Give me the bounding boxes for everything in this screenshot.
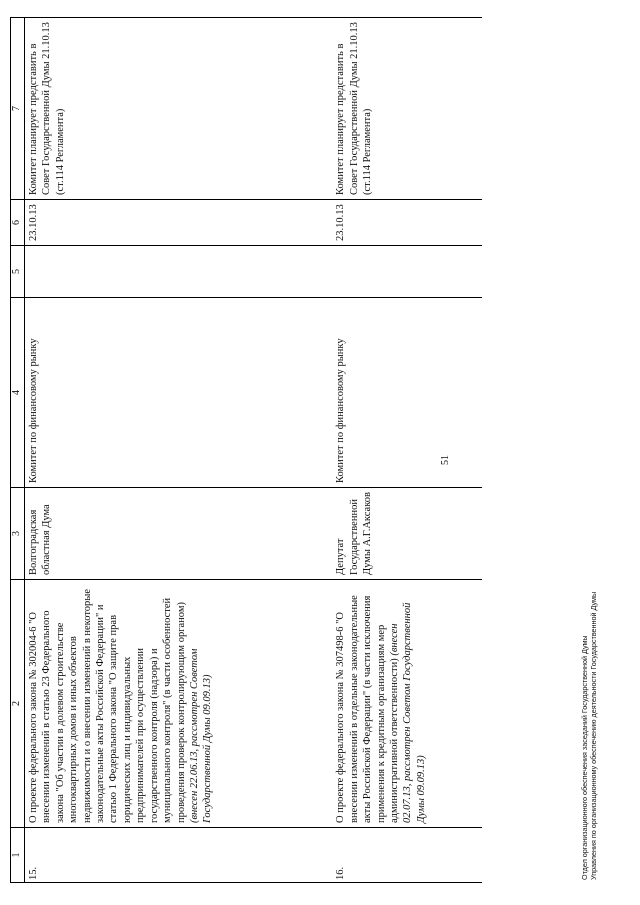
- column-number: 2: [11, 580, 25, 828]
- bills-table: [10, 17, 482, 883]
- bill-description: [24, 580, 332, 828]
- column-number: 6: [11, 200, 25, 246]
- date-cell: 23.10.13: [332, 200, 482, 246]
- bill-text: О проекте федерального закона № 307498-6 "О внесении изменений в отдельные законодательные акты Российской Федерации" (в части исключения применения к кредитным организациям мер административной ответственности): [335, 595, 401, 823]
- bill-description: [332, 580, 482, 828]
- column-number: 4: [11, 298, 25, 488]
- initiator: Волгоградская областная Дума: [24, 488, 332, 580]
- committee: Комитет по финансовому рынку: [332, 298, 482, 488]
- footer-line: Отдел организационного обеспечения заседаний Государственной Думы: [580, 635, 589, 880]
- committee: Комитет по финансовому рынку: [24, 298, 332, 488]
- column-number: 5: [11, 246, 25, 298]
- status-cell: Комитет планирует представить в Совет Государственной Думы 21.10.13 (ст.114 Регламента): [24, 18, 332, 200]
- bill-note: (внесен 02.07.13, рассмотрен Советом Государственной Думы 09.09.13): [389, 602, 427, 823]
- table-row: [332, 18, 482, 883]
- date-cell: 23.10.13: [24, 200, 332, 246]
- column-number: 7: [11, 18, 25, 200]
- initiator: Депутат Государственной Думы А.Г.Аксаков: [332, 488, 482, 580]
- col5-cell: [24, 246, 332, 298]
- col5-cell: [332, 246, 482, 298]
- footer-line: Управления по организационному обеспечению деятельности Государственной Думы: [589, 591, 599, 880]
- bill-text: О проекте федерального закона № 302004-6 "О внесении изменений в статью 23 Федерального закона "Об участии в долевом строительстве многоквартирных домов и иных объектов недвижимости и о внесении изменений в некоторые законодательные акты Российской Федерации" и статью 1 Федерального закона "О защите прав юридических лиц и индивидуальных предпринимателей при осуществлении государственного контроля (надзора) и муниципального контроля" (в части особенностей проведения проверок контролирующим органом): [27, 588, 187, 823]
- row-number: 16.: [332, 828, 482, 883]
- table-row: [24, 18, 332, 883]
- status-cell: Комитет планирует представить в Совет Государственной Думы 21.10.13 (ст.114 Регламента): [332, 18, 482, 200]
- bill-note: (внесен 22.06.13, рассмотрен Советом Государственной Думы 09.09.13): [189, 648, 214, 823]
- footer: [580, 592, 599, 880]
- column-number: 3: [11, 488, 25, 580]
- row-number: 15.: [24, 828, 332, 883]
- page-number: 51: [440, 455, 451, 465]
- column-number-row: [11, 18, 25, 883]
- column-number: 1: [11, 828, 25, 883]
